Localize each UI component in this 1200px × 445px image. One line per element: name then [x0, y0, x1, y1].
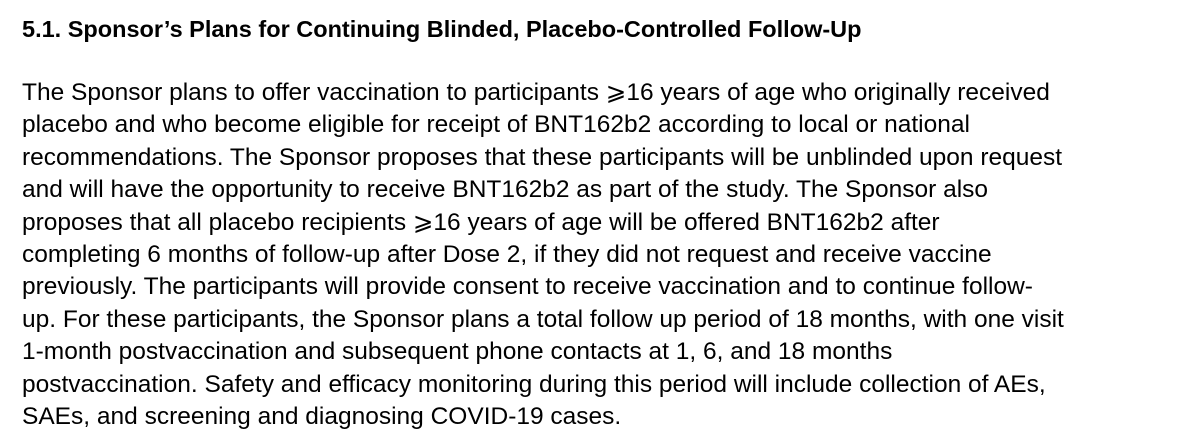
paragraph-line: postvaccination. Safety and efficacy monitoring during this period will include collection of AEs, [22, 370, 1046, 398]
section-heading: 5.1. Sponsor’s Plans for Continuing Blinded, Placebo-Controlled Follow-Up [22, 16, 862, 42]
paragraph-line: The Sponsor plans to offer vaccination to participants ⩾16 years of age who originally received [22, 79, 1050, 106]
paragraph-line: SAEs, and screening and diagnosing COVID-19 cases. [22, 403, 622, 431]
paragraph-line: recommendations. The Sponsor proposes that these participants will be unblinded upon request [22, 143, 1063, 171]
paragraph-line: and will have the opportunity to receive BNT162b2 as part of the study. The Sponsor also [22, 176, 989, 204]
paragraph-line: up. For these participants, the Sponsor plans a total follow up period of 18 months, with one visit [22, 305, 1064, 333]
paragraph-line: completing 6 months of follow-up after Dose 2, if they did not request and receive vaccine [22, 241, 992, 269]
section-paragraph [22, 77, 1064, 433]
paragraph-line: placebo and who become eligible for receipt of BNT162b2 according to local or national [22, 111, 970, 139]
paragraph-line: proposes that all placebo recipients ⩾16 years of age will be offered BNT162b2 after [22, 208, 940, 236]
paragraph-line: previously. The participants will provide consent to receive vaccination and to continue follow- [22, 273, 1033, 301]
paragraph-line: 1-month postvaccination and subsequent phone contacts at 1, 6, and 18 months [22, 338, 893, 366]
